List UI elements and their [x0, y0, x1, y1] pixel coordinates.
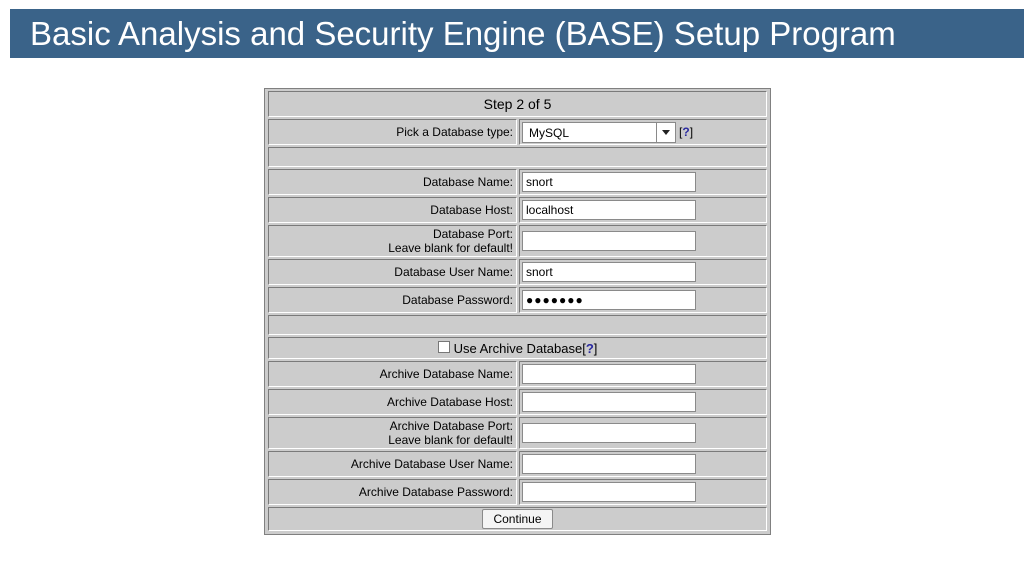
db-pass-field-cell [519, 287, 767, 313]
db-user-field-cell [519, 259, 767, 285]
arch-user-label: Archive Database User Name: [350, 457, 513, 471]
db-type-label: Pick a Database type: [396, 125, 513, 139]
help-link[interactable]: ? [682, 125, 690, 139]
db-name-field-cell [519, 169, 767, 195]
arch-port-field-cell [519, 417, 767, 449]
arch-password-input[interactable] [522, 482, 696, 502]
archive-help-link[interactable]: ? [585, 340, 594, 356]
help-bracket-close: ] [689, 125, 694, 139]
chevron-down-icon[interactable] [656, 123, 675, 142]
arch-host-input[interactable] [522, 392, 696, 412]
arch-port-label: Archive Database Port: [389, 419, 513, 433]
arch-pass-field-cell [519, 479, 767, 505]
spacer-row [268, 147, 767, 167]
continue-button[interactable]: Continue [482, 509, 552, 529]
db-host-field-cell [519, 197, 767, 223]
db-pass-label: Database Password: [402, 293, 513, 307]
db-host-input[interactable]: localhost [522, 200, 696, 220]
db-name-input[interactable]: snort [522, 172, 696, 192]
arch-port-label-cell [268, 417, 517, 449]
arch-name-label: Archive Database Name: [379, 367, 513, 381]
db-port-hint: Leave blank for default! [388, 241, 513, 255]
db-host-label: Database Host: [430, 203, 513, 217]
arch-name-field-cell [519, 361, 767, 387]
step-indicator [268, 91, 767, 117]
arch-pass-label-cell [268, 479, 517, 505]
db-user-label-cell [268, 259, 517, 285]
arch-user-input[interactable] [522, 454, 696, 474]
db-name-label-cell [268, 169, 517, 195]
db-name-label: Database Name: [422, 175, 513, 189]
db-type-selected-value: MySQL [529, 126, 570, 140]
db-port-label: Database Port: [432, 227, 513, 241]
help-bracket-close: ] [593, 340, 598, 356]
db-host-label-cell [268, 197, 517, 223]
arch-host-label-cell [268, 389, 517, 415]
continue-row [268, 507, 767, 531]
arch-name-input[interactable] [522, 364, 696, 384]
db-port-label-cell [268, 225, 517, 257]
db-user-label: Database User Name: [394, 265, 513, 279]
page-title: Basic Analysis and Security Engine (BASE) Setup Program [30, 15, 896, 52]
arch-pass-label: Archive Database Password: [358, 485, 513, 499]
arch-user-field-cell [519, 451, 767, 477]
arch-port-hint: Leave blank for default! [388, 433, 513, 447]
db-type-label-cell [268, 119, 517, 145]
db-type-help[interactable] [679, 125, 693, 139]
db-user-input[interactable]: snort [522, 262, 696, 282]
setup-form [264, 88, 771, 535]
arch-host-field-cell [519, 389, 767, 415]
header-bar [10, 9, 1024, 58]
db-type-select[interactable] [522, 122, 676, 143]
arch-host-label: Archive Database Host: [386, 395, 513, 409]
archive-checkbox[interactable] [438, 341, 450, 353]
spacer-row [268, 315, 767, 335]
db-password-input[interactable]: ●●●●●●● [522, 290, 696, 310]
arch-port-input[interactable] [522, 423, 696, 443]
arch-user-label-cell [268, 451, 517, 477]
db-port-input[interactable] [522, 231, 696, 251]
help-bracket-open: [ [679, 125, 683, 139]
help-bracket-open: [ [582, 340, 586, 356]
archive-checkbox-row [268, 337, 767, 359]
arch-name-label-cell [268, 361, 517, 387]
archive-checkbox-label[interactable]: Use Archive Database [453, 340, 583, 356]
step-text: Step 2 of 5 [483, 96, 552, 112]
db-type-field-cell [519, 119, 767, 145]
db-port-field-cell [519, 225, 767, 257]
db-pass-label-cell [268, 287, 517, 313]
